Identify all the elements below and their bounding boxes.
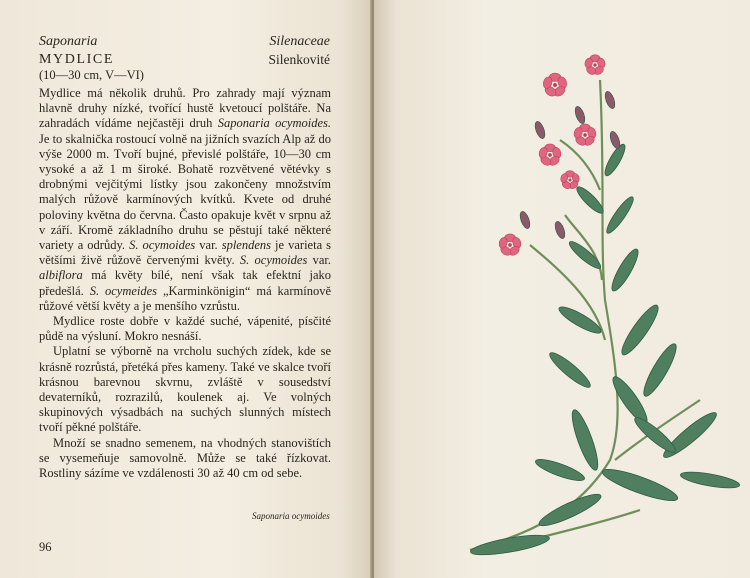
- flower: [584, 55, 607, 76]
- body-text: [39, 86, 331, 481]
- text-segment: Množí se snadno semenem, na vhodných stanovištích se vysemeňuje samovolně. Může se také řízkovat. Rostliny sázíme ve vzdálenosti 30 až 40 cm od sebe.: [39, 435, 331, 481]
- leaf: [659, 408, 720, 462]
- body-paragraph: [39, 436, 331, 482]
- text-segment: je varieta s většími živě růžově červenými květy.: [39, 238, 332, 268]
- italic-text-segment: S. ocymeides: [89, 283, 158, 298]
- plant-illustration: [410, 40, 740, 560]
- italic-text-segment: splendens: [221, 238, 272, 253]
- leaf: [617, 301, 663, 358]
- body-paragraph: [39, 344, 331, 435]
- italic-text-segment: S. ocymoides: [129, 238, 196, 253]
- leaf: [566, 238, 603, 271]
- flower-bud: [533, 120, 547, 140]
- body-paragraph: [39, 86, 331, 314]
- plant-name-heading: MYDLICE: [39, 52, 114, 67]
- italic-text-segment: albiflora: [39, 268, 83, 283]
- flower-center: [553, 83, 557, 87]
- flower-bud: [603, 90, 617, 110]
- leaf: [469, 531, 550, 559]
- text-segment: Mydlice má několik druhů. Pro zahrady mají význam hlavně druhy nízké, tvořící hustě kvetoucí polštáře. Na zahradách vídáme nejčastěji druh: [39, 86, 331, 131]
- flower-bud: [518, 210, 532, 230]
- family-czech-heading: Silenkovité: [268, 52, 330, 67]
- italic-text-segment: Saponaria ocymoides.: [217, 116, 331, 131]
- flower-center: [568, 178, 571, 181]
- body-paragraph: [39, 314, 331, 344]
- text-segment: var.: [195, 238, 222, 253]
- height-bloom-range: (10—30 cm, V—VI): [39, 68, 144, 82]
- flower-center: [583, 133, 587, 137]
- leaf: [567, 408, 602, 473]
- left-page: [0, 0, 372, 578]
- flower-center: [593, 63, 596, 66]
- leaf: [608, 373, 652, 427]
- text-segment: Mydlice roste dobře v každé suché, vápenité, písčité půdě na výsluní. Mokro nesnáší.: [39, 314, 331, 344]
- text-segment: má květy bílé, není však tak efektní jako předešlá.: [39, 268, 331, 298]
- leaf: [600, 464, 681, 506]
- flower: [498, 234, 522, 257]
- text-segment: Uplatní se výborně na vrcholu suchých zídek, kde se krásně rozrůstá, přetéká přes kameny. Také ve skalce tvoří krásnou barevnou skvrnu, zvláště v sousedství devaterníků, rozrazilů, koulenek aj. Ve volných skupinových výsadbách na suchých slunných místech tvoří pěkné polštáře.: [39, 344, 331, 435]
- flower: [538, 144, 562, 167]
- genus-latin-heading: Saponaria: [39, 34, 98, 49]
- flower-bud: [573, 105, 587, 125]
- leaf: [534, 455, 587, 484]
- flower: [542, 73, 568, 98]
- leaf: [639, 341, 681, 400]
- page-number: 96: [39, 540, 52, 554]
- leaf: [603, 194, 636, 236]
- italic-text-segment: S. ocymoides: [239, 253, 308, 268]
- leaf: [608, 246, 642, 294]
- flower-bud: [608, 130, 622, 150]
- illustration-caption: Saponaria ocymoides: [252, 511, 330, 521]
- text-segment: var.: [307, 253, 331, 268]
- leaf: [679, 469, 740, 491]
- text-segment: „Karminkönigin“ má karmínově růžové větší květy a je menšího vzrůstu.: [39, 283, 331, 313]
- family-latin-heading: Silenaceae: [269, 34, 330, 49]
- text-segment: Je to skalnička rostoucí volně na jižních svazích Alp až do výše 2000 m. Tvoří bujné, převislé polštáře, 10—30 cm vysoké a až 1 m široké. Bohatě rozvětvené větévky s drobnými vejčitými lístky jsou zakončeny množstvím malých růžově karmínových kvítků. Kvete od druhé poloviny května do června. Často opakuje květ v srpnu až v září. Kromě základního druhu se pěstují také některé variety a odrůdy.: [39, 131, 331, 253]
- flower-center: [548, 153, 552, 157]
- leaf: [546, 349, 594, 392]
- flower: [573, 124, 597, 147]
- flower-center: [508, 243, 512, 247]
- flower-bud: [553, 220, 567, 240]
